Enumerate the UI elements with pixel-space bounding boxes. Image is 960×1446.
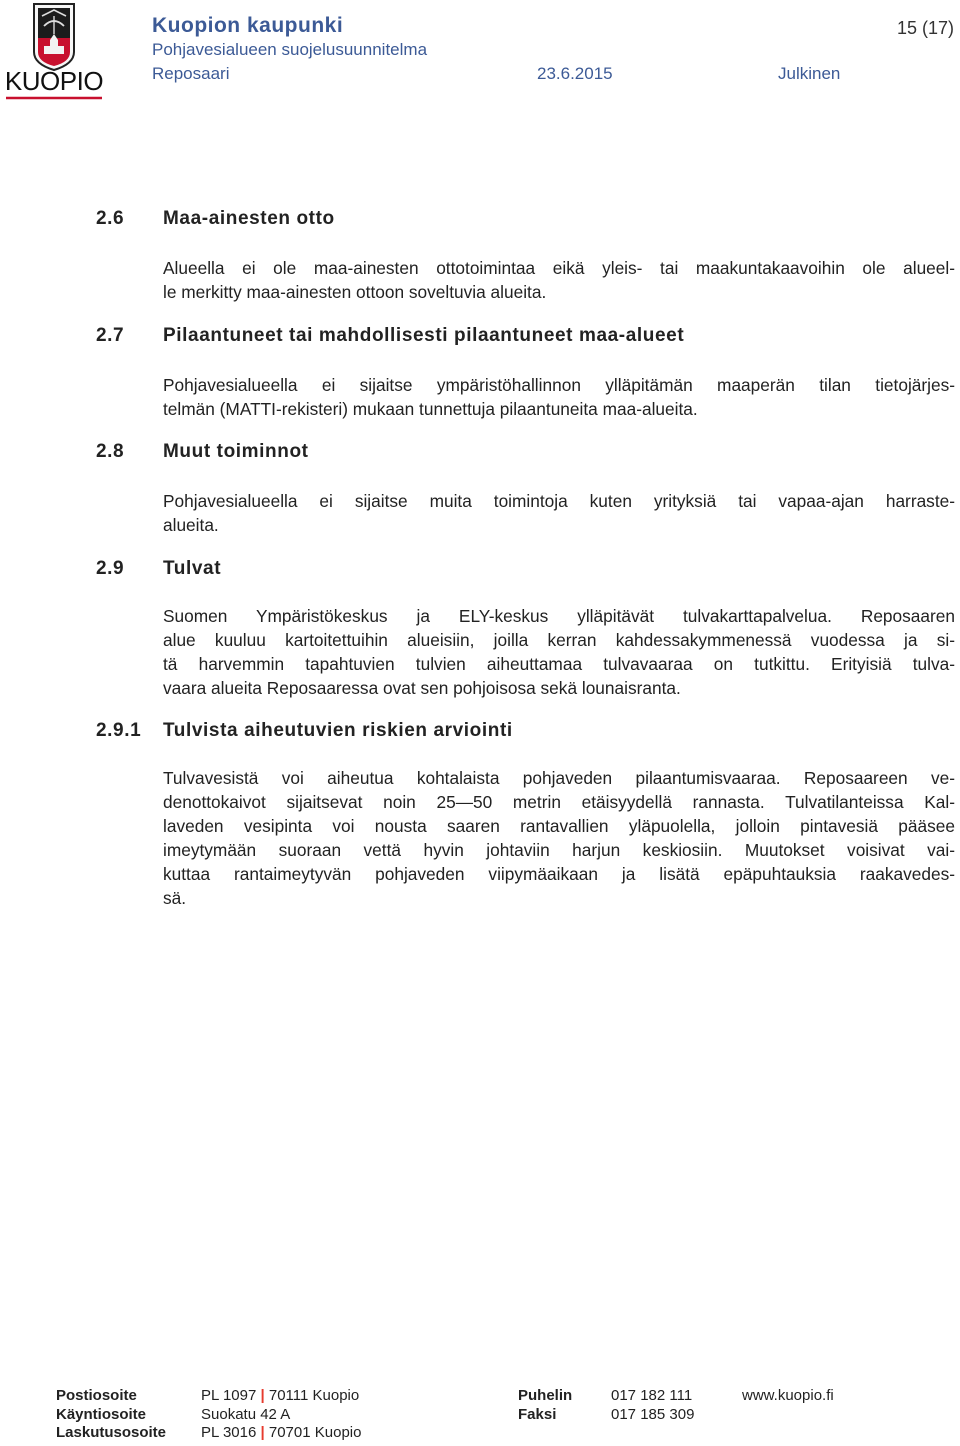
org-name: Kuopion kaupunki <box>152 14 344 37</box>
paragraph-line: Tulvavesistä voi aiheutua kohtalaista pohjaveden pilaantumisvaaraa. Reposaareen ve- <box>163 768 955 788</box>
paragraph-line: alueita. <box>163 515 219 535</box>
paragraph-line: imeytymään suoraan vettä hyvin johtaviin harjun keskiosiin. Muutokset voisivat vai- <box>163 840 955 860</box>
footer-visit-label: Käyntiosoite <box>56 1405 147 1423</box>
document-status: Julkinen <box>778 64 841 83</box>
paragraph-line: sä. <box>163 888 187 908</box>
paragraph-line: vaara alueita Reposaaressa ovat sen pohjoisosa sekä lounaisranta. <box>163 678 681 698</box>
page-number: 15 (17) <box>896 18 954 38</box>
section-heading: Tulvista aiheutuvien riskien arviointi <box>163 720 513 741</box>
footer-contact-labels <box>518 1387 572 1424</box>
area-name: Reposaari <box>152 64 230 83</box>
paragraph-line: laveden vesipinta voi nousta saaren rantavallien yläpuolella, jolloin pintavesiä pääsee <box>163 816 955 836</box>
logo-wordmark: KUOPIO <box>4 66 104 96</box>
footer-phone-label: Puhelin <box>518 1387 573 1404</box>
footer-billing-address <box>201 1424 361 1443</box>
section-heading: Muut toiminnot <box>163 441 309 462</box>
footer-fax-label: Faksi <box>518 1405 557 1423</box>
footer-fax: 017 185 309 <box>611 1405 695 1423</box>
paragraph-line: Alueella ei ole maa-ainesten ottotoimintaa eikä yleis- tai maakuntakaavoihin ole alueel- <box>163 258 955 278</box>
footer-postal-box: PL 1097 <box>201 1387 257 1404</box>
footer-billing-box: PL 3016 <box>201 1424 257 1441</box>
section-heading: Pilaantuneet tai mahdollisesti pilaantuneet maa-alueet <box>163 325 685 346</box>
document-title: Pohjavesialueen suojelusuunnitelma <box>152 40 428 59</box>
paragraph-line: le merkitty maa-ainesten ottoon soveltuvia alueita. <box>163 282 547 302</box>
section-number: 2.9.1 <box>96 720 142 741</box>
section-paragraph <box>163 489 955 537</box>
section-heading: Tulvat <box>163 558 222 579</box>
footer-visit-address: Suokatu 42 A <box>201 1405 291 1423</box>
section-heading: Maa-ainesten otto <box>163 208 335 229</box>
footer-billing-code: 70701 Kuopio <box>268 1424 362 1441</box>
paragraph-line: kuttaa rantaimeytyvän pohjaveden viipymäaikaan ja lisätä epäpuhtauksia raakavedes- <box>163 864 955 884</box>
paragraph-line: Pohjavesialueella ei sijaitse ympäristöhallinnon ylläpitämän maaperän tilan tietojärjes- <box>163 375 955 395</box>
section-number: 2.8 <box>96 441 125 462</box>
paragraph-line: alue kuuluu kartoitettuihin alueisiin, joilla kerran kahdessakymmenessä vuodessa ja si- <box>163 630 955 650</box>
section-number: 2.6 <box>96 208 125 229</box>
section-paragraph <box>163 766 955 910</box>
section-paragraph <box>163 373 955 421</box>
footer-separator: | <box>260 1387 265 1404</box>
section-paragraph <box>163 256 955 304</box>
footer-postal-address <box>201 1387 361 1406</box>
document-date: 23.6.2015 <box>537 64 613 83</box>
section-paragraph <box>163 604 955 700</box>
footer-addresses <box>201 1387 361 1443</box>
kuopio-logo <box>4 2 104 100</box>
footer-postal-label: Postiosoite <box>56 1387 137 1404</box>
paragraph-line: telmän (MATTI-rekisteri) mukaan tunnettuja pilaantuneita maa-alueita. <box>163 399 698 419</box>
footer-postal-code: 70111 Kuopio <box>268 1387 360 1404</box>
paragraph-line: Suomen Ympäristökeskus ja ELY-keskus ylläpitävät tulvakarttapalvelua. Reposaaren <box>163 606 955 626</box>
section-number: 2.7 <box>96 325 125 346</box>
footer-billing-label: Laskutusosoite <box>56 1424 167 1441</box>
paragraph-line: denottokaivot sijaitsevat noin 25—50 metrin etäisyydellä rannasta. Tulvatilanteissa Kal- <box>163 792 955 812</box>
section-number: 2.9 <box>96 558 125 579</box>
paragraph-line: Pohjavesialueella ei sijaitse muita toimintoja kuten yrityksiä tai vapaa-ajan harraste- <box>163 491 955 511</box>
footer-phone: 017 182 111 <box>611 1387 693 1404</box>
paragraph-line: tä harvemmin tapahtuvien tulvien aiheuttamaa tulvavaaraa on tutkittu. Erityisiä tulva- <box>163 654 955 674</box>
footer-website-link[interactable]: www.kuopio.fi <box>742 1387 834 1404</box>
footer-contact-values <box>611 1387 694 1424</box>
footer-labels <box>56 1387 166 1443</box>
footer-separator: | <box>260 1424 265 1441</box>
